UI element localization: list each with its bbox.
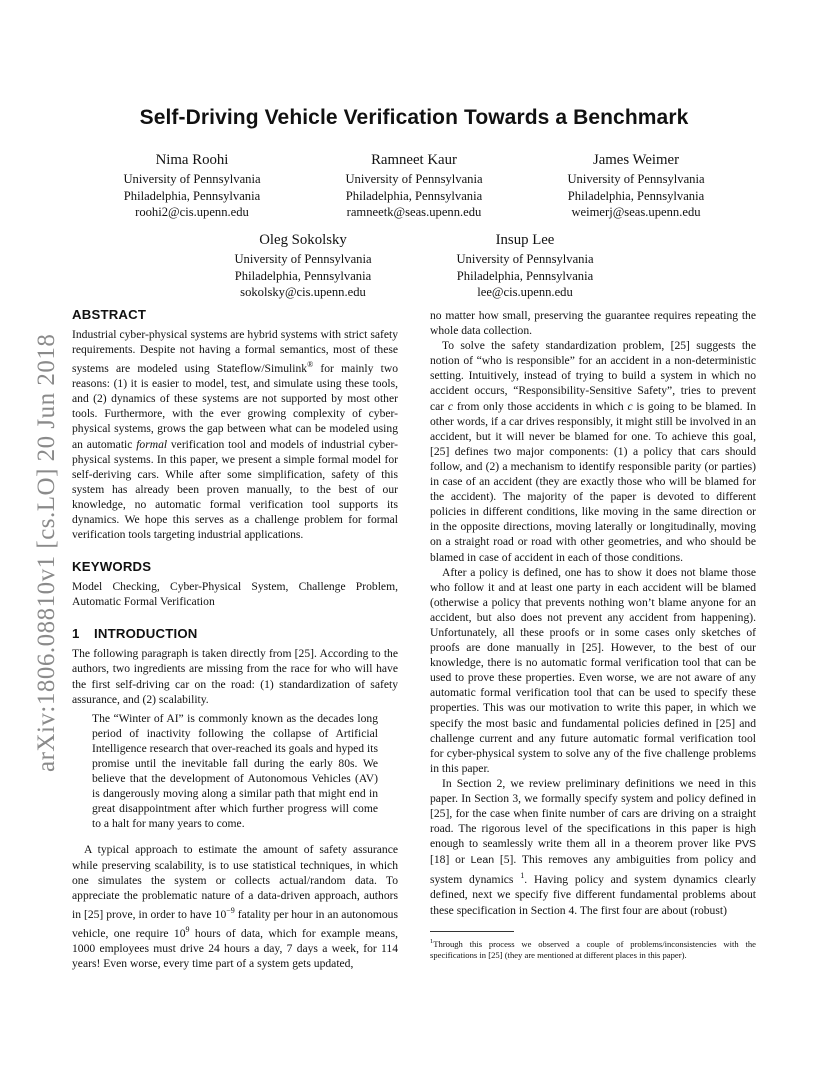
author-block [314, 151, 514, 221]
abstract-heading: ABSTRACT [72, 307, 147, 322]
intro-quote: The “Winter of AI” is commonly known as the decades long period of inactivity following the collapse of Artificial Intelligence research that over-reached its goals and hyped its promise until the inevitable fall during the early 80s. We believe that the development of Autonomous Vehicles (AV) is dangerously moving along a similar path that might end in great disappointment after which further progress will come to a halt for many years to come. [92, 711, 378, 831]
author-affiliation: University of Pennsylvania [123, 172, 261, 186]
footnote: $^1$Through this process we observed a couple of problems/inconsistencies with the specifications in [25] (they are mentioned at different places in this paper). [430, 937, 756, 960]
author-location: Philadelphia, Pennsylvania [345, 188, 483, 203]
author-block [92, 151, 292, 221]
keywords-heading: KEYWORDS [72, 559, 152, 575]
body-paragraph: In Section 2, we review preliminary definitions we need in this paper. In Section 3, we formally specify system and policy defined in [25], for the case when finite number of cars are driving on a straight road. The rigorous level of the specifications in this paper is high enough to seamlessly write them all in a theorem prover like PVS [18] or Lean [5]. This removes any ambiguities from policy and system dynamics $^1$. Having policy and system dynamics clearly defined, next we specify five different fundamental problems about these specification in Section 4. The first four are about (robust) [430, 776, 756, 917]
author-name: Ramneet Kaur [371, 152, 457, 168]
author-location: Philadelphia, Pennsylvania [567, 188, 705, 203]
abstract-text: Industrial cyber-physical systems are hybrid systems with strict safety requirements. Despite not having a formal semantics, most of these systems are modeled using Stateflow/Simulink® for mainly two reasons: (1) it is easier to model, test, and simulate using these tools, and (2) dynamics of these systems are not supported by most other tools. Furthermore, with the ever growing complexity of cyber-physical systems, grows the gap between what can be modeled using an automatic formal verification tool and models of industrial cyber-physical systems. In this paper, we present a simple formal model for self-deriving cars. While after some simplification, safety of this system has already been proven manually, to the best of our knowledge, no automatic formal verification tool supports its dynamics. We hope this serves as a challenge problem for formal verification tools targeting industrial applications. [72, 328, 398, 542]
author-location: Philadelphia, Pennsylvania [123, 188, 261, 203]
author-name: James Weimer [592, 152, 680, 168]
section-number: 1 [72, 626, 80, 642]
author-affiliation: University of Pennsylvania [345, 172, 483, 186]
body-paragraph: After a policy is defined, one has to show it does not blame those who follow it and at least one party in each accident will be blamed (otherwise a policy that prevents nothing won’t blame anyone for an accident, but also does not prevent any accident from happening). Unfortunately, all these proofs or in some cases only sketches of proofs are done manually in [25]. However, to the best of our knowledge, there is no automatic formal verification tool that can be used to prove these properties. Even worse, we are not aware of any automatic formal verification tool that can be used to specify these properties. This was our motivation to write this paper, in which we specify the most basic and fundamental policies defined in [25] and challenge current and any future automatic formal verification tool for cyber-physical system to solve any of the five challenge problems in this paper. [430, 565, 756, 775]
author-affiliation: University of Pennsylvania [456, 252, 594, 266]
author-email: lee@cis.upenn.edu [477, 285, 573, 299]
intro-paragraph: The following paragraph is taken directly from [25]. According to the authors, two ingredients are missing from the race for who will have the first self-driving car on the road: (1) standardization of safety assurance, and (2) scalability. [72, 647, 398, 706]
right-column [430, 308, 756, 961]
author-name: Oleg Sokolsky [259, 232, 347, 248]
footnote-divider [430, 931, 514, 932]
author-location: Philadelphia, Pennsylvania [234, 268, 372, 283]
author-email: ramneetk@seas.upenn.edu [346, 205, 482, 219]
author-name: Nima Roohi [155, 152, 229, 168]
author-block [425, 231, 625, 301]
author-affiliation: University of Pennsylvania [567, 172, 705, 186]
left-column [72, 306, 398, 971]
author-email: sokolsky@cis.upenn.edu [240, 285, 366, 299]
author-email: roohi2@cis.upenn.edu [135, 205, 249, 219]
footnote-marker: 1 [520, 871, 525, 881]
introduction-heading [72, 625, 398, 642]
arxiv-identifier-stamp: arXiv:1806.08810v1 [cs.LO] 20 Jun 2018 [33, 333, 60, 772]
author-block [203, 231, 403, 301]
body-paragraph: no matter how small, preserving the guarantee requires repeating the whole data collection. [430, 309, 756, 338]
author-email: weimerj@seas.upenn.edu [571, 205, 701, 219]
paper-title: Self-Driving Vehicle Verification Towards a Benchmark [139, 106, 689, 129]
author-name: Insup Lee [495, 232, 555, 248]
author-block [536, 151, 736, 221]
keywords-text: Model Checking, Cyber-Physical System, Challenge Problem, Automatic Formal Verification [72, 580, 398, 609]
author-affiliation: University of Pennsylvania [234, 252, 372, 266]
intro-paragraph: A typical approach to estimate the amount of safety assurance while preserving scalability, is to use statistical techniques, in which one simulates the system or collects actual/random data. To appreciate the problematic nature of a data-driven approach, authors in [25] prove, in order to have $10^{-9}$ fatality per hour in an autonomous vehicle, one require $10^9$ hours of data, which for example means, 1000 employees must drive 24 hours a day, 7 days a week, for 114 years! Even worse, every time part of a system gets updated, [72, 843, 398, 970]
body-paragraph: To solve the safety standardization problem, [25] suggests the notion of “who is responsible” for an accident in a non-deterministic setting. Intuitively, instead of trying to build a system in which no accident occurs, “Responsibility-Sensitive Safety”, tries to prevent car c from only those accidents in which c is going to be blamed. In other words, if a car drives responsibly, it might still be involved in an accident, but it will never be blamed for one. To achieve this goal, [25] defines two major components: (1) a policy that cars should follow, and (2) a mechanism to identify responsible parity (or parties) in case of an accident (they are exactly those who will be blamed for the accident). The majority of the paper is devoted to different policies in different conditions, like moving in the same direction or in the opposite directions, moving laterally or longitudinally, moving on a straight road or road with other geometries, and who should be blamed in case of accident in each of those conditions. [430, 339, 756, 564]
author-location: Philadelphia, Pennsylvania [456, 268, 594, 283]
section-title: INTRODUCTION [94, 626, 198, 642]
